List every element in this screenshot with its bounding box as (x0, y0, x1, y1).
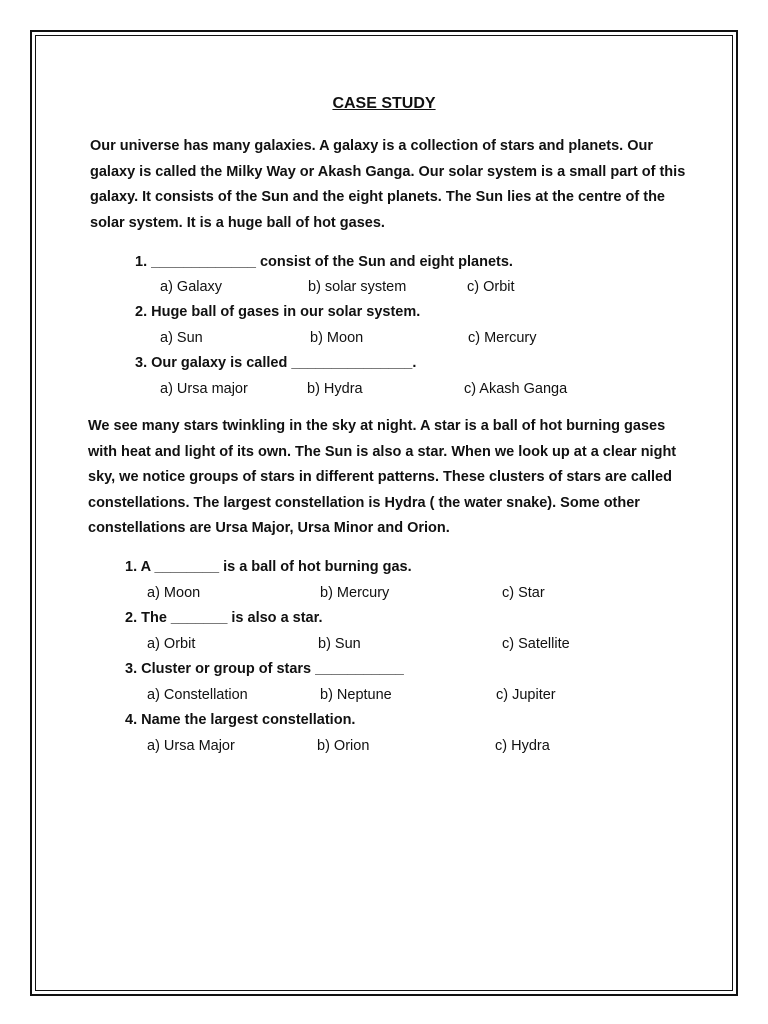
option-1-1-b: b) solar system (308, 279, 407, 295)
option-1-3-b: b) Hydra (307, 381, 363, 397)
question-2-4: 4. Name the largest constellation. (125, 712, 356, 728)
option-1-2-c: c) Mercury (468, 330, 537, 346)
passage-1: Our universe has many galaxies. A galaxy is a collection of stars and planets. Our galaxy is called the Milky Way or Akash Ganga. Our solar system is a small part of this galaxy. It consists of the Sun and the eight planets. The Sun lies at the centre of the solar system. It is a huge ball of hot gases. (90, 138, 686, 231)
option-1-3-a: a) Ursa major (160, 381, 248, 397)
option-1-1-c: c) Orbit (467, 279, 515, 295)
option-1-2-a: a) Sun (160, 330, 203, 346)
page-title: CASE STUDY (332, 95, 436, 112)
option-2-2-a: a) Orbit (147, 636, 196, 652)
question-2-1: 1. A ________ is a ball of hot burning gas. (125, 559, 412, 575)
option-2-3-c: c) Jupiter (496, 687, 556, 703)
option-2-2-c: c) Satellite (502, 636, 570, 652)
question-2-2: 2. The _______ is also a star. (125, 610, 323, 626)
option-1-1-a: a) Galaxy (160, 279, 223, 295)
option-2-3-a: a) Constellation (147, 687, 248, 703)
option-2-1-a: a) Moon (147, 585, 201, 601)
option-2-4-c: c) Hydra (495, 738, 550, 754)
option-2-4-b: b) Orion (317, 738, 370, 754)
option-2-3-b: b) Neptune (320, 687, 392, 703)
option-1-2-b: b) Moon (310, 330, 364, 346)
passage-2: We see many stars twinkling in the sky at night. A star is a ball of hot burning gases with heat and light of its own. The Sun is also a star. When we look up at a clear night sky, we notice groups of stars in different patterns. These clusters of stars are called constellations. The largest constellation is Hydra ( the water snake). Some other constellations are Ursa Major, Ursa Minor and Orion. (88, 418, 677, 536)
question-1-2: 2. Huge ball of gases in our solar system. (135, 304, 421, 320)
question-1-3: 3. Our galaxy is called _______________. (135, 355, 417, 371)
question-2-3: 3. Cluster or group of stars ___________ (125, 661, 404, 677)
option-2-4-a: a) Ursa Major (147, 738, 235, 754)
option-2-1-b: b) Mercury (320, 585, 390, 601)
question-1-1: 1. _____________ consist of the Sun and eight planets. (135, 254, 513, 270)
option-1-3-c: c) Akash Ganga (464, 381, 568, 397)
option-2-2-b: b) Sun (318, 636, 361, 652)
option-2-1-c: c) Star (502, 585, 545, 601)
